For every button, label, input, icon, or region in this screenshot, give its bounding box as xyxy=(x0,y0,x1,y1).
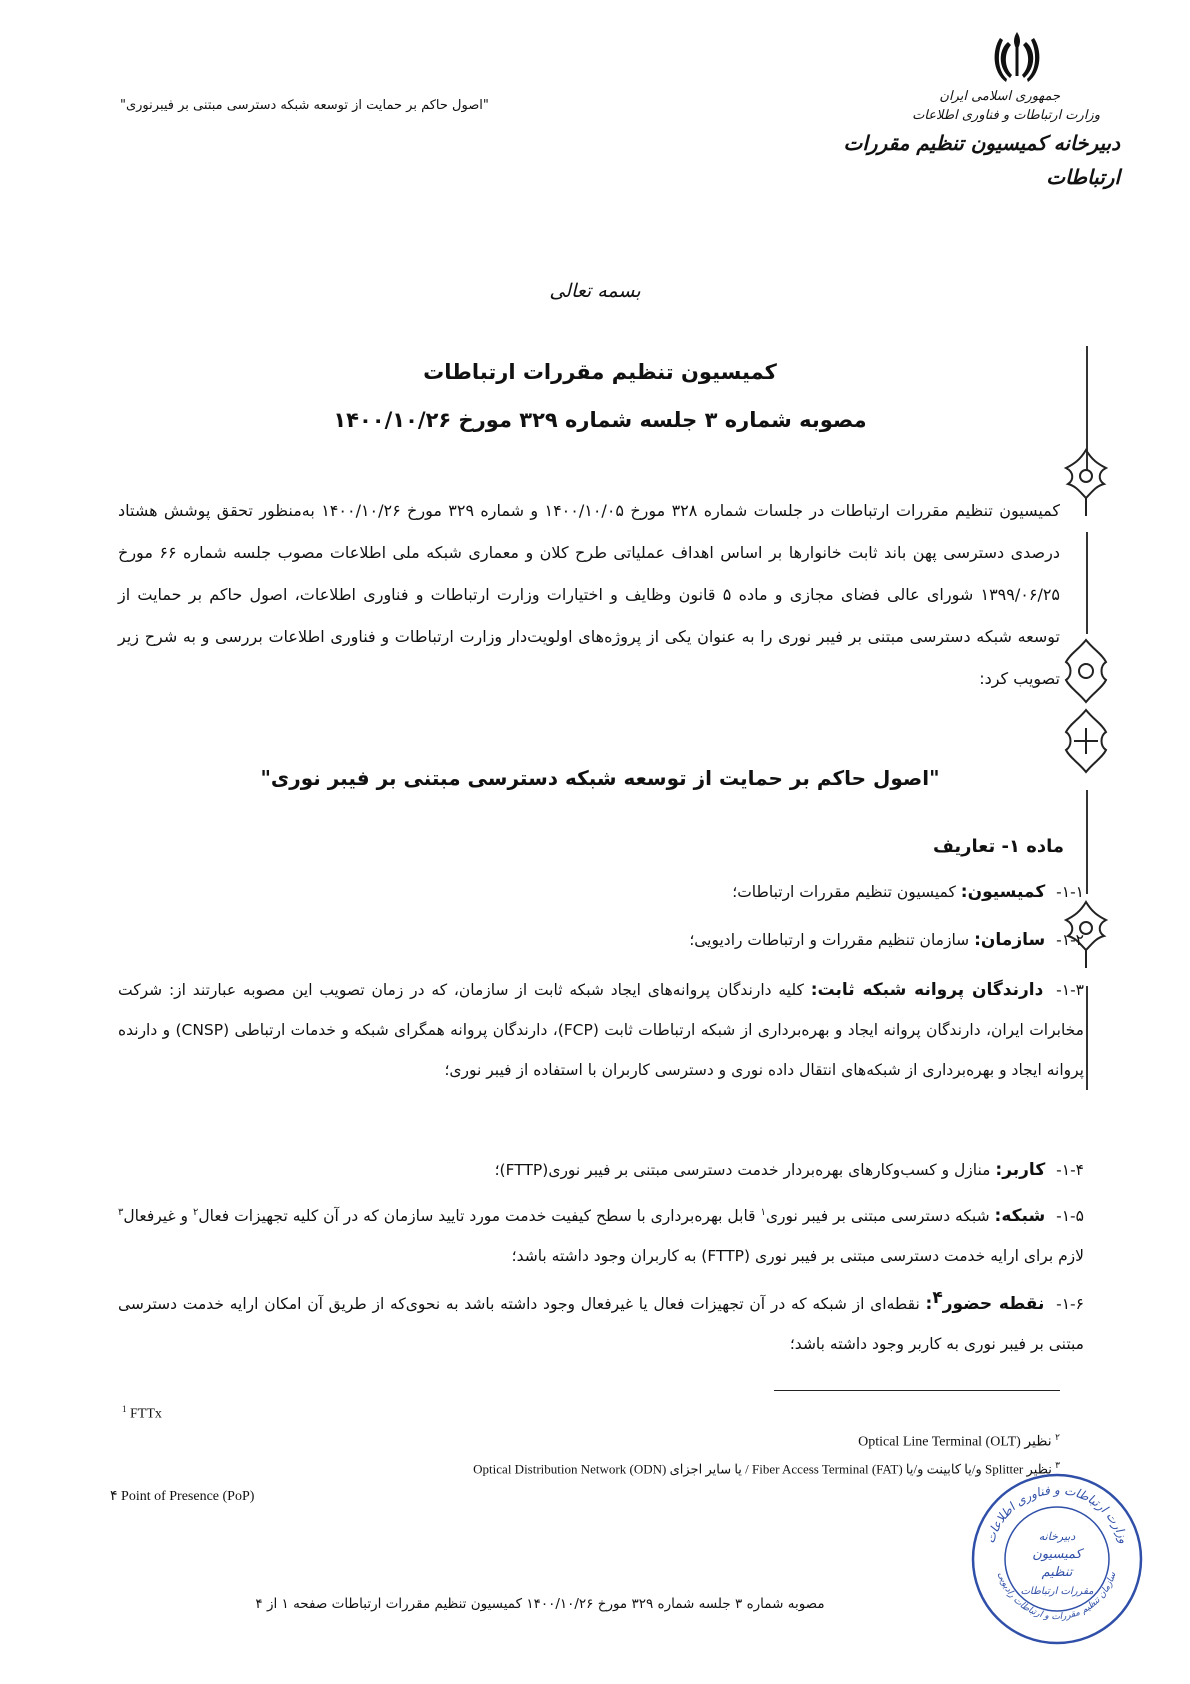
definition-term: کمیسیون: xyxy=(960,882,1046,902)
official-stamp-icon xyxy=(968,1470,1146,1648)
definition-text: شبکه دسترسی مبتنی بر فیبر نوری xyxy=(765,1207,990,1225)
definition-term: کاربر: xyxy=(995,1160,1046,1180)
org-country: جمهوری اسلامی ایران xyxy=(939,89,1060,104)
page-footer: مصوبه شماره ۳ جلسه شماره ۳۲۹ مورخ ۱۴۰۰/۱۰/۲۶ کمیسیون تنظیم مقررات ارتباطات صفحه ۱ از ۴ xyxy=(255,1596,825,1612)
definition-number: ۱-۱- xyxy=(1056,883,1084,901)
footnote-text: نظیر Optical Line Terminal (OLT) xyxy=(858,1434,1052,1450)
header-reference-title: "اصول حاکم بر حمایت از توسعه شبکه دسترسی مبتنی بر فیبرنوری" xyxy=(120,98,489,113)
definition-term: دارندگان پروانه شبکه ثابت: xyxy=(810,980,1044,1000)
definition-text: و غیرفعال xyxy=(123,1207,193,1225)
definition-text: کلیه دارندگان پروانه‌های ایجاد شبکه ثابت از سازمان، که در زمان تصویب این مصوبه عبارتند از: شرکت مخابرات ایران، دارندگان پروانه ایجاد و بهره‌برداری از شبکه ارتباطات ثابت (FCP)، دارندگان پروانه همگرای شبکه و خدمات ارتباطی (CNSP) و دارنده پروانه ایجاد و بهره‌برداری از شبکه‌های انتقال داده نوری و دسترسی کاربران با استفاده از فیبر نوری؛ xyxy=(118,981,1084,1079)
footnote-mark: ۳ xyxy=(1055,1460,1060,1470)
bismillah: بسمه تعالی xyxy=(549,280,641,302)
definition-text: منازل و کسب‌وکارهای بهره‌بردار خدمت دسترسی مبتنی بر فیبر نوری(FTTP)؛ xyxy=(494,1161,991,1179)
definition-item xyxy=(118,970,1084,1090)
definition-text: سازمان تنظیم مقررات و ارتباطات رادیویی؛ xyxy=(689,931,970,949)
definition-term: سازمان: xyxy=(974,930,1046,950)
margin-rule xyxy=(1086,790,1088,894)
definition-item xyxy=(118,920,1084,960)
definition-term: شبکه: xyxy=(994,1206,1046,1226)
definition-number: ۱-۳- xyxy=(1056,981,1084,999)
definition-item xyxy=(118,1150,1084,1190)
iran-emblem-icon xyxy=(990,28,1044,86)
footnote-text: Point of Presence (PoP) xyxy=(121,1489,255,1504)
intro-paragraph xyxy=(118,490,1060,700)
definition-number: ۱-۵- xyxy=(1056,1207,1084,1225)
footnote-ref[interactable]: ۳ xyxy=(118,1206,124,1218)
footnote-ref[interactable]: ۴ xyxy=(932,1287,943,1308)
footnote-1 xyxy=(122,1404,162,1423)
definition-number: ۱-۶- xyxy=(1056,1295,1084,1313)
definition-item xyxy=(118,1196,1084,1276)
footnote-mark: ۲ xyxy=(1055,1432,1060,1442)
stamp-ring-text-bottom: سازمان تنظیم مقررات و ارتباطات رادیویی xyxy=(995,1571,1119,1623)
ornament-icon xyxy=(1060,448,1112,518)
footnote-ref[interactable]: ۲ xyxy=(192,1206,199,1218)
stamp-ring-text: وزارت ارتباطات و فناوری اطلاعات xyxy=(983,1482,1131,1545)
definition-text: لازم برای ارایه خدمت دسترسی مبتنی بر فیبر نوری (FTTP) به کاربران وجود داشته باشد؛ xyxy=(511,1247,1084,1265)
definition-text: کمیسیون تنظیم مقررات ارتباطات؛ xyxy=(732,883,956,901)
stamp-center-line: مقررات ارتباطات xyxy=(1020,1586,1094,1597)
footnote-mark: ۴ xyxy=(110,1489,118,1504)
resolution-title: مصوبه شماره ۳ جلسه شماره ۳۲۹ مورخ ۱۴۰۰/۱۰/۲۶ xyxy=(333,408,867,432)
footnote-text: FTTx xyxy=(130,1406,162,1422)
article-title: ماده ۱- تعاریف xyxy=(932,836,1064,857)
definition-number: ۱-۲- xyxy=(1056,931,1084,949)
definition-text: قابل بهره‌برداری با سطح کیفیت خدمت مورد تایید سازمان که در آن کلیه تجهیزات فعال xyxy=(198,1207,761,1225)
definition-item xyxy=(118,1284,1084,1364)
organization-header xyxy=(820,88,1120,194)
definition-number: ۱-۴- xyxy=(1056,1161,1084,1179)
footnote-4 xyxy=(110,1488,254,1505)
stamp-center-line: دبیرخانه xyxy=(1038,1530,1076,1543)
org-ministry: وزارت ارتباطات و فناوری اطلاعات xyxy=(912,108,1100,123)
definition-term: نقطه حضور xyxy=(942,1294,1045,1314)
document-title: کمیسیون تنظیم مقررات ارتباطات xyxy=(423,360,777,384)
footnote-mark: 1 xyxy=(122,1404,127,1414)
definition-item xyxy=(118,872,1084,912)
definition-term-colon: : xyxy=(925,1294,933,1314)
footnote-text: نظیر Splitter و/یا کابینت و/یا Fiber Access Terminal (FAT) / یا سایر اجزای Optical Distribution Network (ODN) xyxy=(473,1461,1052,1477)
stamp-center-line: تنظیم xyxy=(1041,1565,1073,1580)
definition-text: نقطه‌ای از شبکه که در آن تجهیزات فعال یا غیرفعال وجود داشته باشد به نحوی‌که از طریق آن امکان ارایه خدمت دسترسی مبتنی بر فیبر نوری به کاربر وجود داشته باشد؛ xyxy=(118,1295,1084,1353)
footnote-2 xyxy=(858,1432,1060,1451)
footnote-separator xyxy=(774,1390,1060,1391)
org-secretariat: دبیرخانه کمیسیون تنظیم مقررات ارتباطات xyxy=(843,131,1120,189)
ornament-icon xyxy=(1060,636,1112,706)
margin-rule xyxy=(1086,986,1088,1090)
intro-text: کمیسیون تنظیم مقررات ارتباطات در جلسات شماره ۳۲۸ مورخ ۱۴۰۰/۱۰/۰۵ و شماره ۳۲۹ مورخ ۱۴۰۰/۱۰/۲۶ به‌منظور تحقق پوشش هشتاد درصدی دسترسی پهن باند ثابت خانوارها بر اساس اهداف عملیاتی طرح کلان و معماری شبکه ملی اطلاعات مصوب جلسه شماره ۶۶ مورخ ۱۳۹۹/۰۶/۲۵ شورای عالی فضای مجازی و ماده ۵ قانون وظایف و اختیارات وزارت ارتباطات و فناوری اطلاعات، اصول حاکم بر حمایت از توسعه شبکه دسترسی مبتنی بر فیبر نوری را به عنوان یکی از پروژه‌های اولویت‌دار وزارت ارتباطات و فناوری اطلاعات بررسی و به شرح زیر تصویب کرد: xyxy=(118,501,1061,688)
footnote-ref[interactable]: ۱ xyxy=(760,1206,766,1218)
ornament-icon xyxy=(1060,706,1112,776)
section-title: "اصول حاکم بر حمایت از توسعه شبکه دسترسی مبتنی بر فیبر نوری" xyxy=(260,766,940,790)
stamp-center-line: کمیسیون xyxy=(1032,1547,1082,1562)
margin-rule xyxy=(1086,532,1088,634)
